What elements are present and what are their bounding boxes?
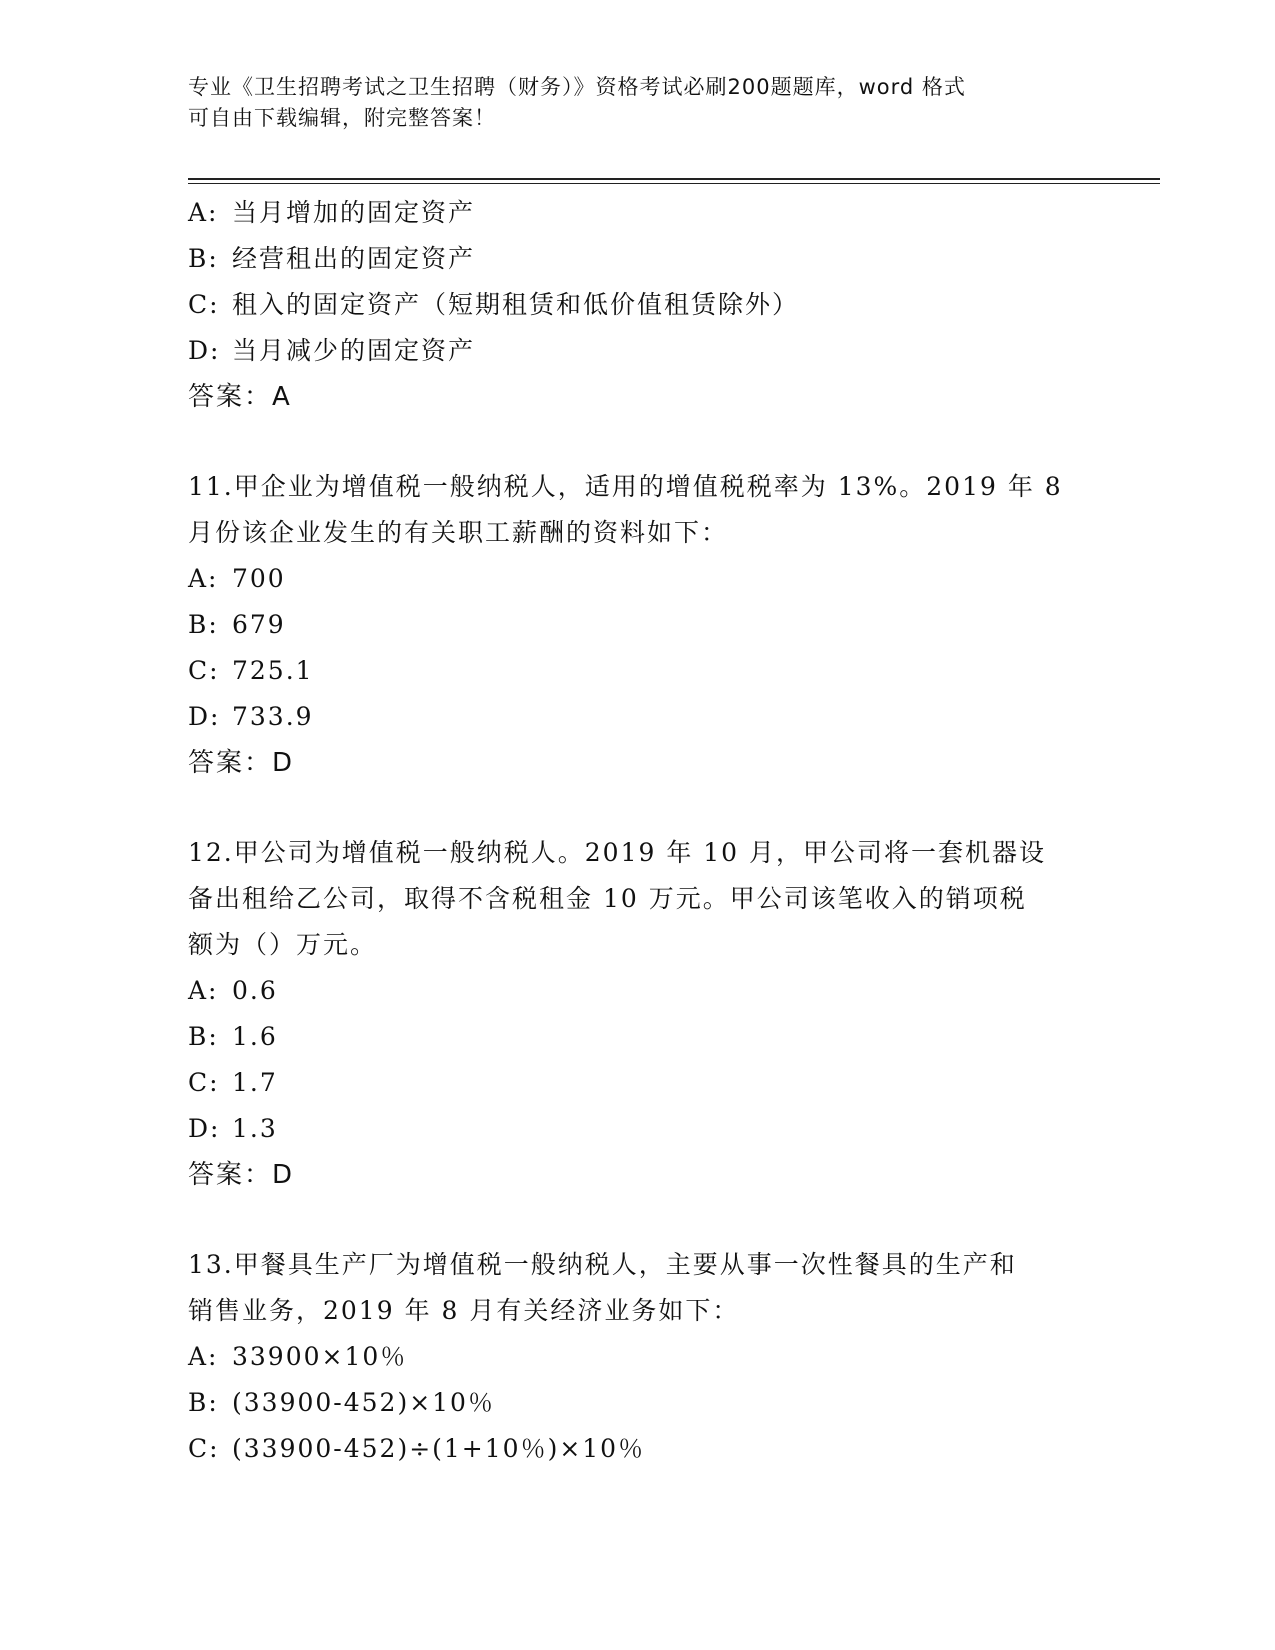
option-letter: C: <box>188 1068 220 1097</box>
option-letter: D: <box>188 1114 221 1143</box>
option-b <box>188 602 1088 648</box>
question-text: 12.甲公司为增值税一般纳税人。2019 年 10 月，甲公司将一套机器设 <box>188 838 1047 867</box>
option-c <box>188 648 1088 694</box>
option-c <box>188 1060 1088 1106</box>
question-text: 11.甲企业为增值税一般纳税人，适用的增值税税率为 13%。2019 年 8 <box>188 472 1063 501</box>
option-d <box>188 1106 1088 1152</box>
option-text: 733.9 <box>232 702 314 731</box>
option-text: 1.7 <box>232 1068 278 1097</box>
question-text: 备出租给乙公司，取得不含税租金 10 万元。甲公司该笔收入的销项税 <box>188 884 1027 913</box>
option-text: (33900-452)÷(1+10％)×10％ <box>232 1434 646 1463</box>
option-a <box>188 190 1088 236</box>
option-c <box>188 282 1088 328</box>
option-text: 租入的固定资产（短期租赁和低价值租赁除外） <box>232 290 800 319</box>
option-letter: C: <box>188 290 220 319</box>
option-letter: D: <box>188 702 221 731</box>
option-text: 0.6 <box>232 976 278 1005</box>
option-letter: A: <box>188 564 219 593</box>
option-d <box>188 694 1088 740</box>
option-text: 当月增加的固定资产 <box>232 198 476 227</box>
option-text: 725.1 <box>232 656 314 685</box>
header-line-1: 专业《卫生招聘考试之卫生招聘（财务）》资格考试必刷200题题库，word 格式 <box>188 75 966 99</box>
answer-line: 答案：D <box>188 748 295 778</box>
option-letter: A: <box>188 1342 219 1371</box>
option-text: 700 <box>232 564 286 593</box>
option-text: (33900-452)×10％ <box>232 1388 495 1417</box>
header-rule <box>188 178 1160 180</box>
option-letter: B: <box>188 1388 219 1417</box>
option-a <box>188 968 1088 1014</box>
option-text: 经营租出的固定资产 <box>232 244 476 273</box>
option-b <box>188 1380 1088 1426</box>
question-list <box>188 190 1088 1472</box>
answer-line: 答案：D <box>188 1160 295 1190</box>
option-letter: A: <box>188 198 219 227</box>
option-text: 679 <box>232 610 286 639</box>
option-letter: D: <box>188 336 221 365</box>
document-header <box>188 72 1068 134</box>
question-block <box>188 464 1088 786</box>
question-text: 月份该企业发生的有关职工薪酬的资料如下： <box>188 518 729 547</box>
question-block <box>188 830 1088 1198</box>
option-text: 1.6 <box>232 1022 278 1051</box>
option-letter: C: <box>188 1434 220 1463</box>
option-letter: A: <box>188 976 219 1005</box>
question-block <box>188 1242 1088 1472</box>
option-letter: B: <box>188 244 219 273</box>
question-text: 销售业务，2019 年 8 月有关经济业务如下： <box>188 1296 740 1325</box>
header-line-2: 可自由下载编辑，附完整答案！ <box>188 106 496 130</box>
option-d <box>188 328 1088 374</box>
option-text: 1.3 <box>232 1114 278 1143</box>
answer-line: 答案：A <box>188 382 292 412</box>
option-c <box>188 1426 1088 1472</box>
question-block <box>188 190 1088 420</box>
question-text: 13.甲餐具生产厂为增值税一般纳税人，主要从事一次性餐具的生产和 <box>188 1250 1017 1279</box>
option-a <box>188 556 1088 602</box>
option-letter: B: <box>188 610 219 639</box>
option-letter: C: <box>188 656 220 685</box>
question-text: 额为（）万元。 <box>188 930 378 959</box>
option-b <box>188 236 1088 282</box>
option-letter: B: <box>188 1022 219 1051</box>
header-rule-thin <box>188 183 1160 184</box>
option-text: 33900×10％ <box>232 1342 408 1371</box>
option-text: 当月减少的固定资产 <box>232 336 476 365</box>
option-a <box>188 1334 1088 1380</box>
option-b <box>188 1014 1088 1060</box>
